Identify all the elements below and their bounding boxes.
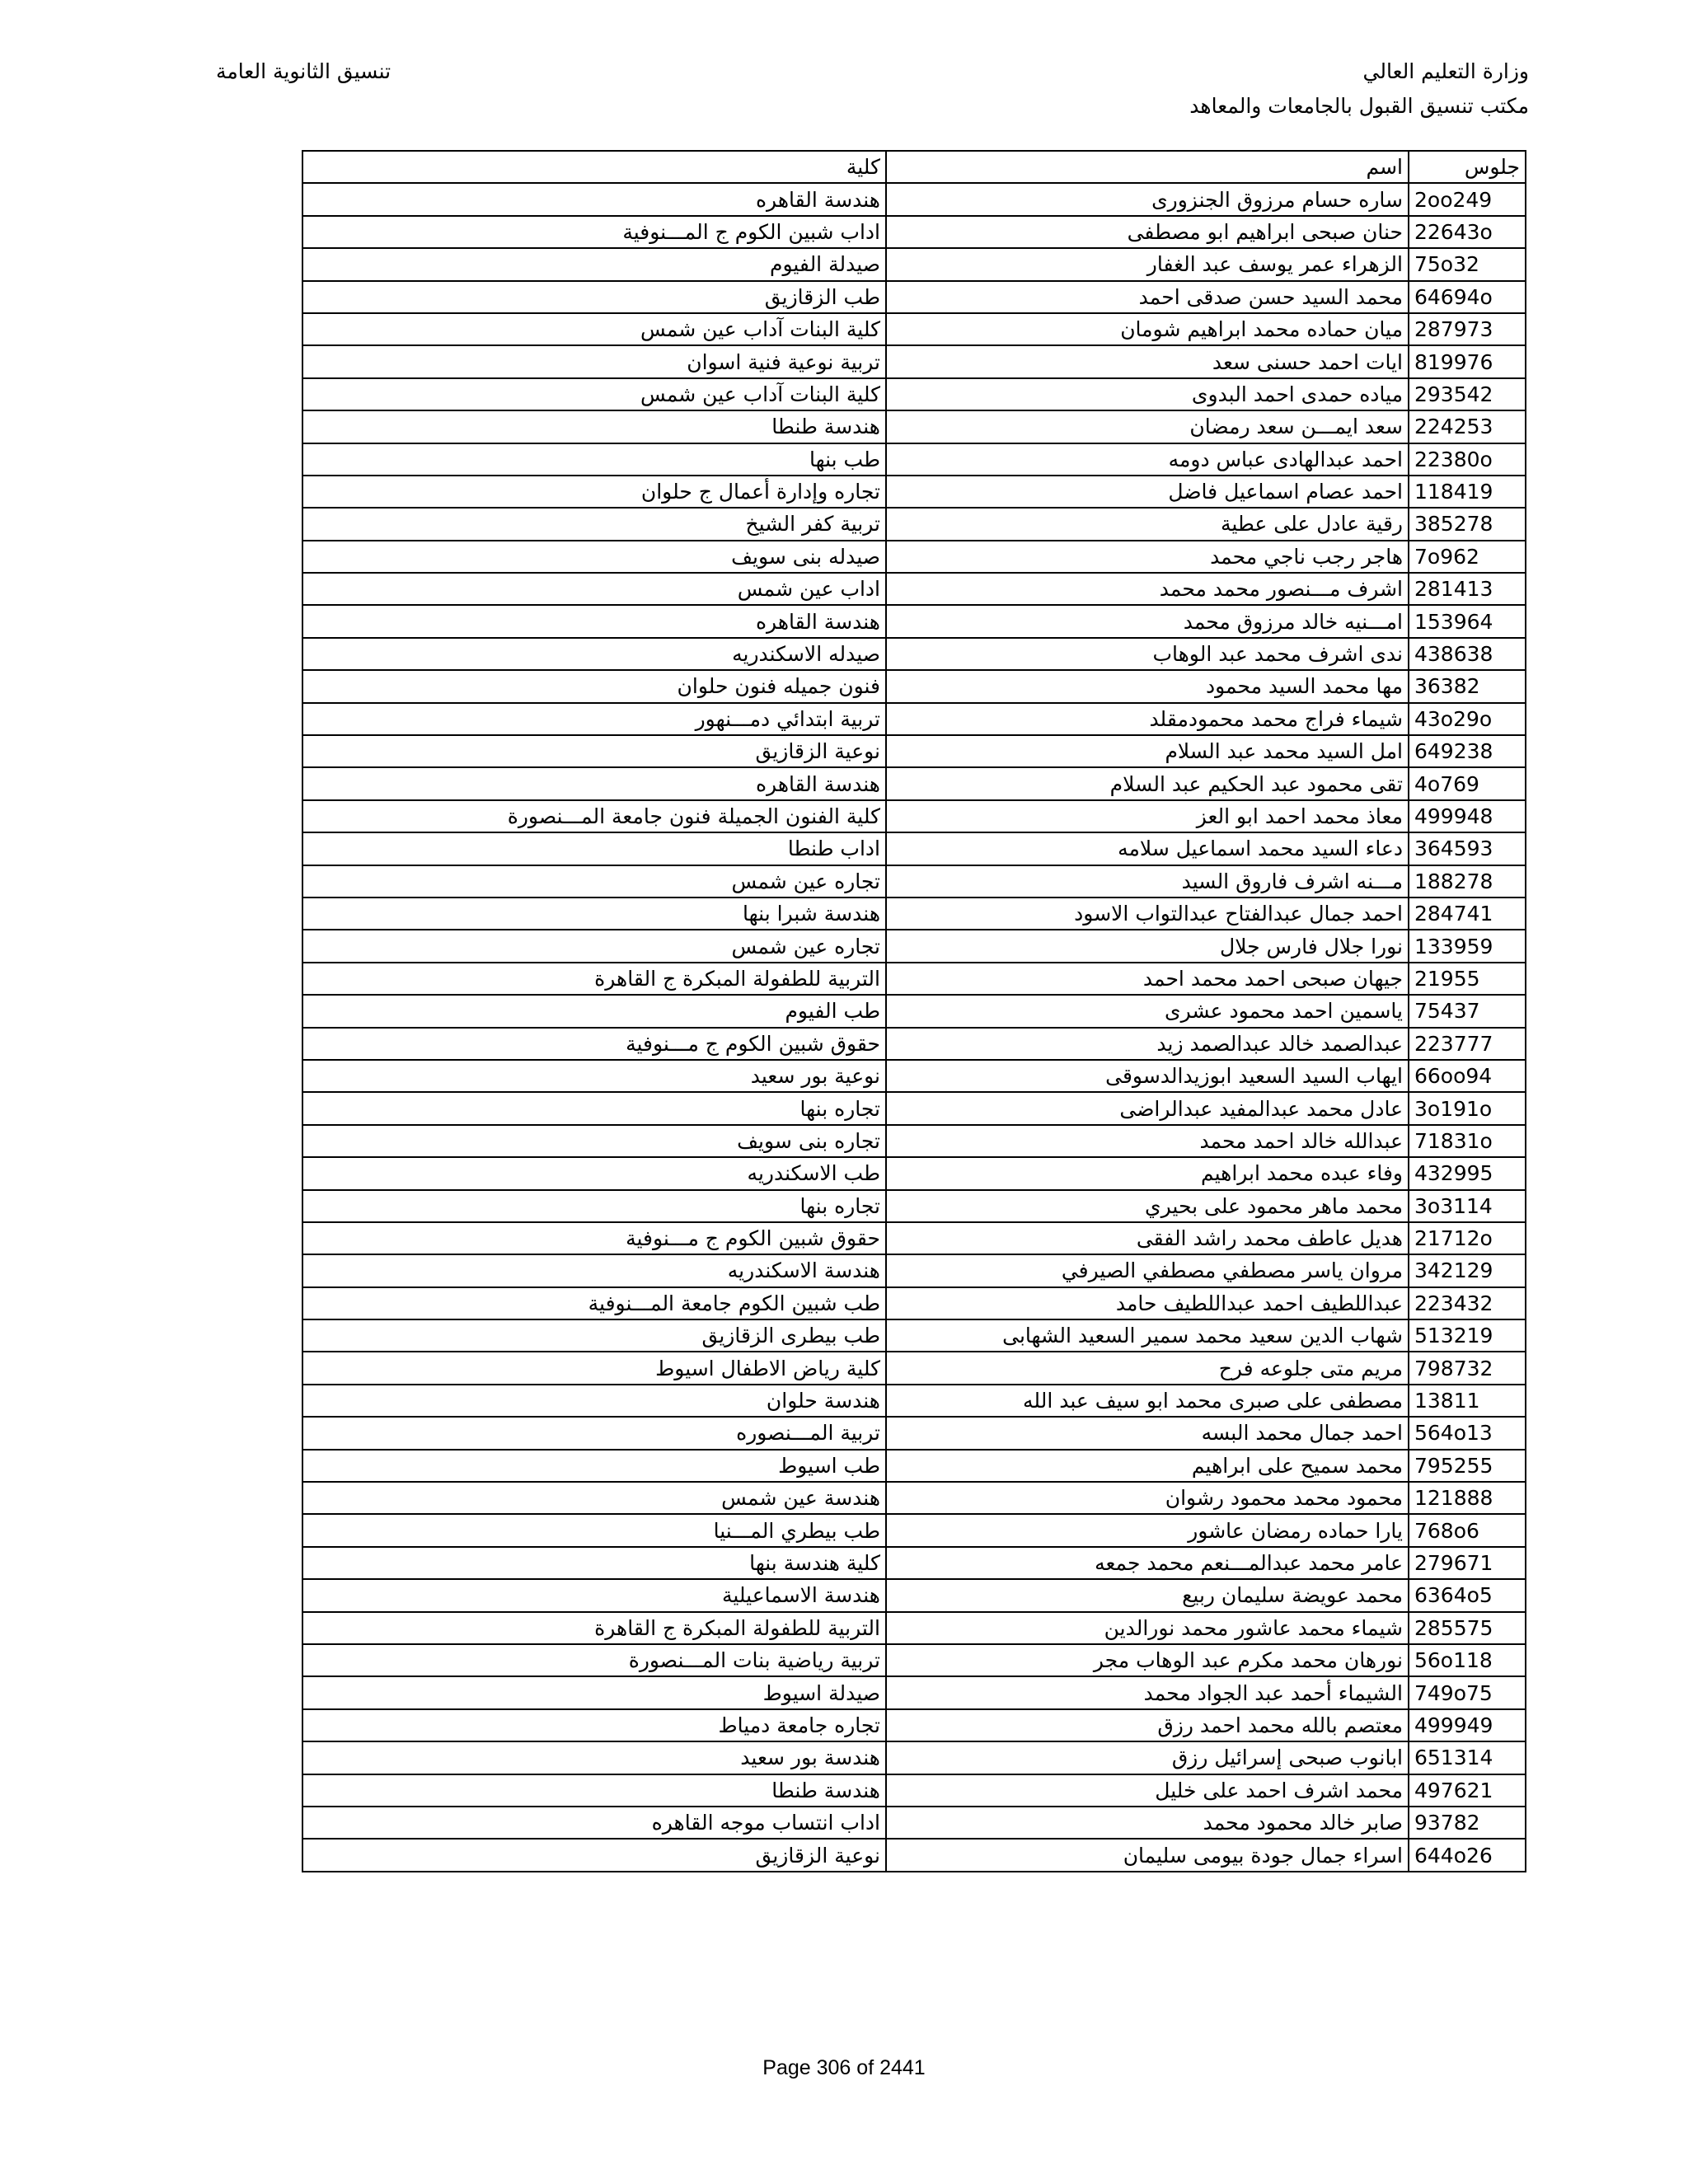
seat-number-cell: 66oo94 [1409, 1060, 1526, 1092]
student-name-cell: عبداللطيف احمد عبداللطيف حامد [886, 1287, 1409, 1319]
seat-number-cell: 188278 [1409, 865, 1526, 898]
table-row [302, 963, 1526, 995]
table-row [302, 1709, 1526, 1741]
student-name-cell: ايهاب السيد السعيد ابوزيدالدسوقى [886, 1060, 1409, 1092]
faculty-cell: التربية للطفولة المبكرة ج القاهرة [302, 1612, 886, 1644]
seat-number-cell: 6364o5 [1409, 1579, 1526, 1611]
table-row [302, 410, 1526, 443]
student-name-cell: هاجر رجب ناجي محمد [886, 541, 1409, 573]
seat-number-cell: 7o962 [1409, 541, 1526, 573]
table-row [302, 703, 1526, 735]
table-row [302, 1190, 1526, 1222]
faculty-cell: تجاره وإدارة أعمال ج حلوان [302, 476, 886, 508]
student-name-cell: تقى محمود عبد الحكيم عبد السلام [886, 767, 1409, 799]
admissions-table [302, 150, 1526, 1872]
student-name-cell: معتصم بالله محمد احمد رزق [886, 1709, 1409, 1741]
student-name-cell: حنان صبحى ابراهيم ابو مصطفى [886, 216, 1409, 248]
seat-number-cell: 43o29o [1409, 703, 1526, 735]
student-name-cell: ميان حماده محمد ابراهيم شومان [886, 313, 1409, 345]
table-row [302, 216, 1526, 248]
seat-number-cell: 133959 [1409, 930, 1526, 962]
table-header-row [302, 151, 1526, 183]
seat-number-cell: 13811 [1409, 1385, 1526, 1417]
table-row [302, 1254, 1526, 1286]
student-name-cell: احمد عصام اسماعيل فاضل [886, 476, 1409, 508]
faculty-cell: هندسة طنطا [302, 410, 886, 443]
seat-number-cell: 649238 [1409, 735, 1526, 767]
seat-number-cell: 819976 [1409, 345, 1526, 377]
page-number: Page 306 of 2441 [762, 2056, 926, 2079]
seat-number-cell: 21955 [1409, 963, 1526, 995]
faculty-cell: تجاره جامعة دمياط [302, 1709, 886, 1741]
faculty-cell: هندسة الاسماعيلية [302, 1579, 886, 1611]
table-row [302, 1547, 1526, 1579]
faculty-cell: طب الاسكندريه [302, 1157, 886, 1189]
faculty-cell: هندسة القاهره [302, 605, 886, 637]
student-name-cell: عامر محمد عبدالمـــنعم محمد جمعه [886, 1547, 1409, 1579]
faculty-cell: كلية البنات آداب عين شمس [302, 313, 886, 345]
student-name-cell: ابانوب صبحى إسرائيل رزق [886, 1741, 1409, 1774]
student-name-cell: محمد عويضة سليمان ربيع [886, 1579, 1409, 1611]
table-row [302, 735, 1526, 767]
faculty-cell: تربية المـــنصوره [302, 1417, 886, 1449]
faculty-cell: التربية للطفولة المبكرة ج القاهرة [302, 963, 886, 995]
seat-number-cell: 651314 [1409, 1741, 1526, 1774]
table-row [302, 1482, 1526, 1514]
student-name-cell: مياده حمدى احمد البدوى [886, 378, 1409, 410]
faculty-cell: تجاره عين شمس [302, 930, 886, 962]
ministry-title: وزارة التعليم العالي [1362, 59, 1529, 83]
student-name-cell: نورا جلال فارس جلال [886, 930, 1409, 962]
student-name-cell: الزهراء عمر يوسف عبد الغفار [886, 248, 1409, 280]
student-name-cell: احمد جمال عبدالفتاح عبدالتواب الاسود [886, 898, 1409, 930]
faculty-cell: هندسة حلوان [302, 1385, 886, 1417]
student-name-cell: صابر خالد محمود محمد [886, 1807, 1409, 1839]
faculty-cell: نوعية الزقازيق [302, 1839, 886, 1871]
table-row [302, 1319, 1526, 1352]
student-name-cell: محمد اشرف احمد على خليل [886, 1774, 1409, 1807]
table-row [302, 832, 1526, 865]
table-row [302, 1287, 1526, 1319]
table-row [302, 183, 1526, 215]
student-name-cell: يارا حماده رمضان عاشور [886, 1514, 1409, 1546]
faculty-cell: هندسة شبرا بنها [302, 898, 886, 930]
faculty-cell: نوعية بور سعيد [302, 1060, 886, 1092]
table-row [302, 1676, 1526, 1708]
faculty-cell: اداب انتساب موجه القاهره [302, 1807, 886, 1839]
faculty-cell: صيدلة اسيوط [302, 1676, 886, 1708]
seat-number-cell: 75o32 [1409, 248, 1526, 280]
seat-number-cell: 93782 [1409, 1807, 1526, 1839]
seat-number-cell: 499949 [1409, 1709, 1526, 1741]
student-name-cell: اسراء جمال جودة بيومى سليمان [886, 1839, 1409, 1871]
table-row [302, 1579, 1526, 1611]
seat-number-cell: 279671 [1409, 1547, 1526, 1579]
faculty-cell: اداب طنطا [302, 832, 886, 865]
student-name-cell: ساره حسام مرزوق الجنزورى [886, 183, 1409, 215]
faculty-cell: فنون جميله فنون حلوان [302, 670, 886, 702]
student-name-cell: مروان ياسر مصطفي مصطفي الصيرفي [886, 1254, 1409, 1286]
student-name-cell: محمد السيد حسن صدقى احمد [886, 281, 1409, 313]
faculty-cell: تربية نوعية فنية اسوان [302, 345, 886, 377]
student-name-cell: رقية عادل على عطية [886, 508, 1409, 540]
seat-number-cell: 36382 [1409, 670, 1526, 702]
student-name-cell: امـــنيه خالد مرزوق محمد [886, 605, 1409, 637]
student-name-cell: شهاب الدين سعيد محمد سمير السعيد الشهابى [886, 1319, 1409, 1352]
column-header-faculty: كلية [302, 151, 886, 183]
seat-number-cell: 432995 [1409, 1157, 1526, 1189]
faculty-cell: حقوق شبين الكوم ج مـــنوفية [302, 1222, 886, 1254]
seat-number-cell: 3o3114 [1409, 1190, 1526, 1222]
seat-number-cell: 153964 [1409, 605, 1526, 637]
student-name-cell: دعاء السيد محمد اسماعيل سلامه [886, 832, 1409, 865]
faculty-cell: تربية ابتدائي دمـــنهور [302, 703, 886, 735]
column-header-name: اسم [886, 151, 1409, 183]
faculty-cell: تربية رياضية بنات المـــنصورة [302, 1644, 886, 1676]
faculty-cell: هندسة القاهره [302, 183, 886, 215]
faculty-cell: نوعية الزقازيق [302, 735, 886, 767]
seat-number-cell: 223432 [1409, 1287, 1526, 1319]
faculty-cell: تربية كفر الشيخ [302, 508, 886, 540]
table-row [302, 378, 1526, 410]
student-name-cell: ندى اشرف محمد عبد الوهاب [886, 638, 1409, 670]
student-name-cell: هديل عاطف محمد راشد الفقى [886, 1222, 1409, 1254]
seat-number-cell: 75437 [1409, 995, 1526, 1027]
student-name-cell: مـــنه اشرف فاروق السيد [886, 865, 1409, 898]
seat-number-cell: 438638 [1409, 638, 1526, 670]
seat-number-cell: 22380o [1409, 443, 1526, 476]
faculty-cell: كلية هندسة بنها [302, 1547, 886, 1579]
table-row [302, 443, 1526, 476]
table-row [302, 767, 1526, 799]
table-row [302, 248, 1526, 280]
seat-number-cell: 22643o [1409, 216, 1526, 248]
seat-number-cell: 2oo249 [1409, 183, 1526, 215]
student-name-cell: سعد ايمـــن سعد رمضان [886, 410, 1409, 443]
table-row [302, 865, 1526, 898]
faculty-cell: هندسة القاهره [302, 767, 886, 799]
faculty-cell: صيدلة الفيوم [302, 248, 886, 280]
table-row [302, 541, 1526, 573]
seat-number-cell: 644o26 [1409, 1839, 1526, 1871]
faculty-cell: طب الزقازيق [302, 281, 886, 313]
table-row [302, 930, 1526, 962]
faculty-cell: طب بيطري المـــنيا [302, 1514, 886, 1546]
table-row [302, 1514, 1526, 1546]
faculty-cell: تجاره بنى سويف [302, 1125, 886, 1157]
seat-number-cell: 287973 [1409, 313, 1526, 345]
student-name-cell: امل السيد محمد عبد السلام [886, 735, 1409, 767]
faculty-cell: طب الفيوم [302, 995, 886, 1027]
seat-number-cell: 224253 [1409, 410, 1526, 443]
table-row [302, 1028, 1526, 1060]
seat-number-cell: 768o6 [1409, 1514, 1526, 1546]
student-name-cell: جيهان صبحى احمد محمد احمد [886, 963, 1409, 995]
faculty-cell: تجاره بنها [302, 1092, 886, 1124]
seat-number-cell: 795255 [1409, 1450, 1526, 1482]
table-row [302, 1125, 1526, 1157]
seat-number-cell: 56o118 [1409, 1644, 1526, 1676]
seat-number-cell: 285575 [1409, 1612, 1526, 1644]
table-row [302, 1060, 1526, 1092]
faculty-cell: تجاره بنها [302, 1190, 886, 1222]
seat-number-cell: 364593 [1409, 832, 1526, 865]
faculty-cell: هندسة الاسكندريه [302, 1254, 886, 1286]
table-row [302, 476, 1526, 508]
faculty-cell: تجاره عين شمس [302, 865, 886, 898]
table-row [302, 313, 1526, 345]
table-row [302, 1839, 1526, 1871]
office-title: مكتب تنسيق القبول بالجامعات والمعاهد [1189, 94, 1529, 118]
student-name-cell: شيماء فراج محمد محمودمقلد [886, 703, 1409, 735]
faculty-cell: كلية رياض الاطفال اسيوط [302, 1352, 886, 1384]
seat-number-cell: 4o769 [1409, 767, 1526, 799]
table-row [302, 1612, 1526, 1644]
faculty-cell: اداب شبين الكوم ج المـــنوفية [302, 216, 886, 248]
seat-number-cell: 64694o [1409, 281, 1526, 313]
column-header-seat: جلوس [1409, 151, 1526, 183]
seat-number-cell: 223777 [1409, 1028, 1526, 1060]
faculty-cell: صيدله بنى سويف [302, 541, 886, 573]
student-name-cell: ايات احمد حسنى سعد [886, 345, 1409, 377]
table-row [302, 573, 1526, 605]
table-row [302, 345, 1526, 377]
table-row [302, 1157, 1526, 1189]
faculty-cell: هندسة بور سعيد [302, 1741, 886, 1774]
seat-number-cell: 798732 [1409, 1352, 1526, 1384]
table-row [302, 1774, 1526, 1807]
seat-number-cell: 281413 [1409, 573, 1526, 605]
table-row [302, 1807, 1526, 1839]
student-name-cell: عبدالله خالد احمد محمد [886, 1125, 1409, 1157]
table-row [302, 1450, 1526, 1482]
faculty-cell: حقوق شبين الكوم ج مـــنوفية [302, 1028, 886, 1060]
seat-number-cell: 385278 [1409, 508, 1526, 540]
seat-number-cell: 513219 [1409, 1319, 1526, 1352]
table-row [302, 508, 1526, 540]
seat-number-cell: 21712o [1409, 1222, 1526, 1254]
student-name-cell: ياسمين احمد محمود عشرى [886, 995, 1409, 1027]
faculty-cell: هندسة طنطا [302, 1774, 886, 1807]
table-row [302, 800, 1526, 832]
table-row [302, 605, 1526, 637]
faculty-cell: طب شبين الكوم جامعة المـــنوفية [302, 1287, 886, 1319]
student-name-cell: الشيماء أحمد عبد الجواد محمد [886, 1676, 1409, 1708]
table-row [302, 1222, 1526, 1254]
student-name-cell: محمود محمد محمود رشوان [886, 1482, 1409, 1514]
table-row [302, 1352, 1526, 1384]
table-row [302, 1644, 1526, 1676]
table-row [302, 1385, 1526, 1417]
student-name-cell: محمد ماهر محمود على بحيري [886, 1190, 1409, 1222]
student-name-cell: مصطفى على صبرى محمد ابو سيف عبد الله [886, 1385, 1409, 1417]
student-name-cell: احمد عبدالهادى عباس دومه [886, 443, 1409, 476]
table-row [302, 638, 1526, 670]
student-name-cell: شيماء محمد عاشور محمد نورالدين [886, 1612, 1409, 1644]
seat-number-cell: 71831o [1409, 1125, 1526, 1157]
seat-number-cell: 564o13 [1409, 1417, 1526, 1449]
program-title: تنسيق الثانوية العامة [216, 59, 392, 83]
faculty-cell: صيدله الاسكندريه [302, 638, 886, 670]
seat-number-cell: 284741 [1409, 898, 1526, 930]
seat-number-cell: 121888 [1409, 1482, 1526, 1514]
table-row [302, 898, 1526, 930]
seat-number-cell: 342129 [1409, 1254, 1526, 1286]
seat-number-cell: 3o191o [1409, 1092, 1526, 1124]
student-name-cell: نورهان محمد مكرم عبد الوهاب مجر [886, 1644, 1409, 1676]
faculty-cell: كلية الفنون الجميلة فنون جامعة المـــنصورة [302, 800, 886, 832]
faculty-cell: كلية البنات آداب عين شمس [302, 378, 886, 410]
table-row [302, 1417, 1526, 1449]
student-name-cell: عبدالصمد خالد عبدالصمد زيد [886, 1028, 1409, 1060]
seat-number-cell: 749o75 [1409, 1676, 1526, 1708]
faculty-cell: طب اسيوط [302, 1450, 886, 1482]
student-name-cell: اشرف مـــنصور محمد محمد [886, 573, 1409, 605]
faculty-cell: طب بنها [302, 443, 886, 476]
faculty-cell: هندسة عين شمس [302, 1482, 886, 1514]
student-name-cell: مها محمد السيد محمود [886, 670, 1409, 702]
seat-number-cell: 118419 [1409, 476, 1526, 508]
seat-number-cell: 293542 [1409, 378, 1526, 410]
seat-number-cell: 497621 [1409, 1774, 1526, 1807]
student-name-cell: محمد سميح على ابراهيم [886, 1450, 1409, 1482]
student-name-cell: معاذ محمد احمد ابو العز [886, 800, 1409, 832]
faculty-cell: اداب عين شمس [302, 573, 886, 605]
student-name-cell: وفاء عبده محمد ابراهيم [886, 1157, 1409, 1189]
student-name-cell: عادل محمد عبدالمفيد عبدالراضى [886, 1092, 1409, 1124]
table-row [302, 1092, 1526, 1124]
table-row [302, 995, 1526, 1027]
faculty-cell: طب بيطرى الزقازيق [302, 1319, 886, 1352]
table-row [302, 281, 1526, 313]
student-name-cell: احمد جمال محمد البسه [886, 1417, 1409, 1449]
table-row [302, 670, 1526, 702]
seat-number-cell: 499948 [1409, 800, 1526, 832]
student-name-cell: مريم متى جلوعه فرح [886, 1352, 1409, 1384]
table-row [302, 1741, 1526, 1774]
